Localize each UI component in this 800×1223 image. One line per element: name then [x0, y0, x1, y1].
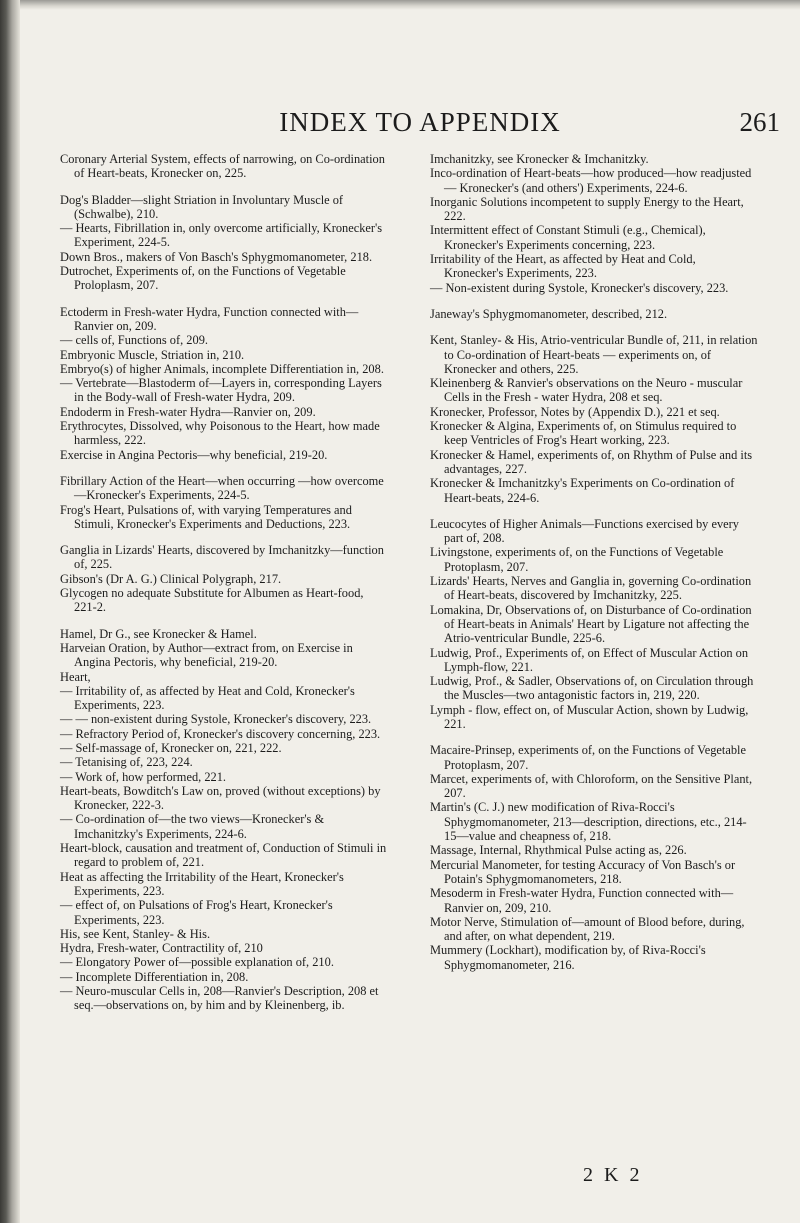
index-entry: Intermittent effect of Constant Stimuli (e.g., Chemical), Kronecker's Experiments concerning, 223. — [430, 223, 706, 252]
page-title: INDEX TO APPENDIX — [279, 107, 561, 137]
index-entry: Heat as affecting the Irritability of the Heart, Kronecker's Experiments, 223. — [60, 869, 344, 898]
index-entry: — Work of, how performed, 221. — [60, 769, 227, 784]
index-entry: Massage, Internal, Rhythmical Pulse acting as, 226. — [430, 843, 687, 858]
index-entry: Mercurial Manometer, for testing Accuracy of Von Basch's or Potain's Sphygmomanometers, 218. — [430, 857, 736, 886]
index-entry: — Hearts, Fibrillation in, only overcome artificially, Kronecker's Experiment, 224-5. — [60, 221, 383, 250]
index-entry: — Elongatory Power of—possible explanation of, 210. — [60, 955, 334, 970]
index-entry: Kronecker, Professor, Notes by (Appendix D.), 221 et seq. — [430, 404, 720, 419]
index-entry: — Vertebrate—Blastoderm of—Layers in, corresponding Layers in the Body-wall of Fresh-water Hydra, 209. — [60, 376, 382, 405]
index-entry: — — non-existent during Systole, Kronecker's discovery, 223. — [60, 712, 372, 727]
page-number: 261 — [739, 107, 780, 137]
index-column-right — [430, 152, 758, 972]
index-entry: Glycogen no adequate Substitute for Albumen as Heart-food, 221-2. — [60, 586, 364, 615]
index-entry: Coronary Arterial System, effects of narrowing, on Co-ordination of Heart-beats, Kronecker on, 225. — [60, 152, 385, 181]
index-entry: Ludwig, Prof., & Sadler, Observations of, on Circulation through the Muscles—two antagonistic factors in, 219, 220. — [430, 674, 754, 703]
index-entry: Heart-block, causation and treatment of, Conduction of Stimuli in regard to problem of, 221. — [60, 841, 387, 870]
index-entry: — cells of, Functions of, 209. — [60, 333, 208, 348]
index-entry: Gibson's (Dr A. G.) Clinical Polygraph, 217. — [60, 571, 282, 586]
index-entry: Kronecker & Imchanitzky's Experiments on Co-ordination of Heart-beats, 224-6. — [430, 476, 735, 505]
index-entry: — Self-massage of, Kronecker on, 221, 222. — [60, 740, 282, 755]
index-entry: Kronecker & Hamel, experiments of, on Rhythm of Pulse and its advantages, 227. — [430, 447, 753, 476]
index-entry: Kent, Stanley- & His, Atrio-ventricular Bundle of, 211, in relation to Co-ordination of Heart-beats — experiments on, of Kronecker and others, 225. — [430, 333, 758, 376]
index-entry: Motor Nerve, Stimulation of—amount of Blood before, during, and after, on what dependent, 219. — [430, 914, 745, 944]
running-head — [140, 107, 780, 141]
index-entry: Ludwig, Prof., Experiments of, on Effect of Muscular Action on Lymph-flow, 221. — [430, 645, 749, 674]
index-entry: Mummery (Lockhart), modification by, of Riva-Rocci's Sphygmomanometer, 216. — [430, 943, 706, 972]
index-entry: Down Bros., makers of Von Basch's Sphygmomanometer, 218. — [60, 249, 373, 264]
index-entry: Hamel, Dr G., see Kronecker & Hamel. — [60, 626, 257, 641]
index-entry: Ectoderm in Fresh-water Hydra, Function connected with—Ranvier on, 209. — [60, 304, 359, 333]
index-entry: Ganglia in Lizards' Hearts, discovered by Imchanitzky—function of, 225. — [60, 543, 384, 572]
index-entry: Dog's Bladder—slight Striation in Involuntary Muscle of (Schwalbe), 210. — [60, 192, 344, 221]
index-entry: Heart, — [60, 669, 91, 684]
index-entry: Inco-ordination of Heart-beats—how produced—how readjusted — Kronecker's (and others') Experiments, 224-6. — [430, 166, 752, 195]
index-entry: Kronecker & Algina, Experiments of, on Stimulus required to keep Ventricles of Frog's Heart working, 223. — [430, 419, 737, 448]
index-entry: Marcet, experiments of, with Chloroform, on the Sensitive Plant, 207. — [430, 771, 753, 801]
index-entry: Imchanitzky, see Kronecker & Imchanitzky. — [430, 152, 649, 166]
index-entry: — Incomplete Differentiation in, 208. — [60, 969, 249, 984]
page-top-edge — [0, 0, 800, 10]
index-entry: Harveian Oration, by Author—extract from, on Exercise in Angina Pectoris, why beneficial, 219-20. — [60, 640, 353, 670]
index-entry: His, see Kent, Stanley- & His. — [60, 926, 211, 941]
index-entry: Endoderm in Fresh-water Hydra—Ranvier on, 209. — [60, 404, 316, 419]
index-column-left — [60, 152, 388, 1013]
index-entry: — Non-existent during Systole, Kronecker's discovery, 223. — [430, 280, 729, 295]
index-entry: Leucocytes of Higher Animals—Functions exercised by every part of, 208. — [430, 516, 739, 546]
index-entry: Dutrochet, Experiments of, on the Functions of Vegetable Proloplasm, 207. — [60, 264, 346, 293]
index-entry: Janeway's Sphygmomanometer, described, 212. — [430, 306, 668, 321]
index-entry: — Neuro-muscular Cells in, 208—Ranvier's Description, 208 et seq.—observations on, by him and by Kleinenberg, ib. — [60, 984, 379, 1013]
index-entry: Lymph - flow, effect on, of Muscular Action, shown by Ludwig, 221. — [430, 702, 749, 731]
index-entry: Fibrillary Action of the Heart—when occurring —how overcome—Kronecker's Experiments, 224-5. — [60, 473, 384, 503]
index-entry: Irritability of the Heart, as affected by Heat and Cold, Kronecker's Experiments, 223. — [430, 252, 696, 281]
index-entry: Mesoderm in Fresh-water Hydra, Function connected with—Ranvier on, 209, 210. — [430, 886, 734, 915]
index-entry: — effect of, on Pulsations of Frog's Heart, Kronecker's Experiments, 223. — [60, 898, 333, 927]
index-entry: Frog's Heart, Pulsations of, with varying Temperatures and Stimuli, Kronecker's Experiments and Deductions, 223. — [60, 502, 352, 531]
index-entry: Inorganic Solutions incompetent to supply Energy to the Heart, 222. — [430, 194, 744, 224]
index-entry: — Tetanising of, 223, 224. — [60, 755, 193, 770]
index-entry: Livingstone, experiments of, on the Functions of Vegetable Protoplasm, 207. — [430, 545, 724, 574]
index-entry: Macaire-Prinsep, experiments of, on the Functions of Vegetable Protoplasm, 207. — [430, 743, 746, 772]
index-entry: Lizards' Hearts, Nerves and Ganglia in, governing Co-ordination of Heart-beats, discovered by Imchanitzky, 225. — [430, 574, 752, 603]
index-entry: Embryonic Muscle, Striation in, 210. — [60, 347, 245, 362]
index-entry: Hydra, Fresh-water, Contractility of, 210 — [60, 941, 263, 956]
signature-mark: 2 K 2 — [583, 1164, 643, 1186]
book-spine-shadow — [0, 0, 20, 1223]
index-entry: — Refractory Period of, Kronecker's discovery concerning, 223. — [60, 726, 381, 741]
index-entry: Lomakina, Dr, Observations of, on Disturbance of Co-ordination of Heart-beats in Animals' Heart by Ligature not affecting the Atrio-ventricular Bundle, 225-6. — [430, 602, 752, 646]
index-entry: Heart-beats, Bowditch's Law on, proved (without exceptions) by Kronecker, 222-3. — [60, 783, 381, 813]
index-entry: Kleinenberg & Ranvier's observations on the Neuro - muscular Cells in the Fresh - water Hydra, 208 et seq. — [430, 376, 743, 405]
index-entry: Martin's (C. J.) new modification of Riva-Rocci's Sphygmomanometer, 213—description, directions, etc., 214-15—value and cheapness of, 218. — [430, 800, 747, 844]
index-entry: — Irritability of, as affected by Heat and Cold, Kronecker's Experiments, 223. — [60, 683, 355, 713]
index-entry: — Co-ordination of—the two views—Kronecker's & Imchanitzky's Experiments, 224-6. — [60, 812, 325, 841]
index-entry: Embryo(s) of higher Animals, incomplete Differentiation in, 208. — [60, 361, 384, 376]
index-entry: Erythrocytes, Dissolved, why Poisonous to the Heart, how made harmless, 222. — [60, 419, 380, 448]
index-entry: Exercise in Angina Pectoris—why beneficial, 219-20. — [60, 447, 328, 462]
